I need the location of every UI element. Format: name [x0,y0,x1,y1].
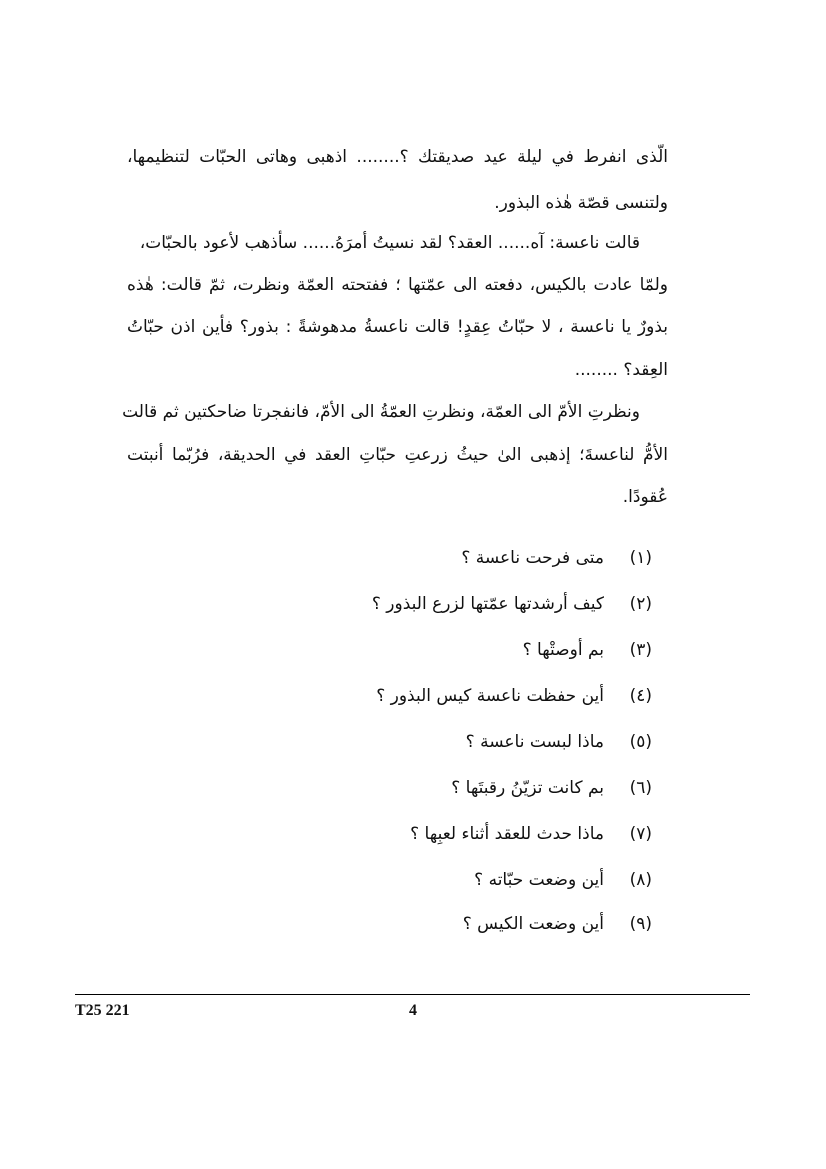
passage-line: قالت ناعسة: آه...... العقد؟ لقد نسيتُ أمرَهُ...... سأذهب لأعود بالحبّات، [139,233,640,253]
page-number: 4 [409,1002,417,1019]
question-item [300,868,652,892]
question-item [300,730,652,754]
question-text: أين وضعت الكيس ؟ [462,914,604,934]
question-text: أين حفظت ناعسة كيس البذور ؟ [376,686,604,706]
question-item [300,822,652,846]
passage-line: ونظرتِ الأمّ الى العمّة، ونظرتِ العمّةُ الى الأمّ، فانفجرتا ضاحكتين ثم قالت [122,402,640,422]
passage-line: الأمُّ لناعسةَ؛ إذهبى الىٰ حيثُ زرعتِ حبّاتِ العقد في الحديقة، فرُبّما أنبتت [127,445,668,465]
question-text: متى فرحت ناعسة ؟ [461,548,604,568]
question-item [300,912,652,936]
question-item [300,592,652,616]
question-text: كيف أرشدتها عمّتها لزرع البذور ؟ [371,594,604,614]
question-item [300,684,652,708]
question-text: أين وضعت حبّاته ؟ [474,870,604,890]
question-number: (٥) [629,732,652,752]
question-item [300,776,652,800]
question-number: (٩) [629,914,652,934]
question-number: (٦) [629,778,652,798]
passage-line: عُقودًا. [622,487,668,507]
question-text: بم أوصتْها ؟ [522,640,604,660]
question-number: (٨) [629,870,652,890]
passage-line: الّذى انفرط في ليلة عيد صديقتك ؟........ اذهبى وهاتى الحبّات لتنظيمها، [127,147,668,167]
question-text: ماذا لبست ناعسة ؟ [465,732,604,752]
question-number: (١) [629,548,652,568]
question-number: (٧) [629,824,652,844]
question-item [300,546,652,570]
question-text: ماذا حدث للعقد أثناء لعبِها ؟ [410,824,604,844]
question-number: (٢) [629,594,652,614]
question-text: بم كانت تزيّنُ رقبتَها ؟ [451,778,604,798]
passage-line: ولمّا عادت بالكيس، دفعته الى عمّتها ؛ ففتحته العمّة ونظرت، ثمّ قالت: هٰذه [127,275,668,295]
passage-line: ولتنسى قصّة هٰذه البذور. [494,193,668,213]
question-item [300,638,652,662]
question-number: (٣) [629,640,652,660]
passage-line: العِقد؟ ........ [574,360,668,380]
passage-line: بذورٌ يا ناعسة ، لا حبّاتُ عِقدٍ! قالت ناعسةُ مدهوشةً : بذور؟ فأين اذن حبّاتُ [127,317,668,337]
question-number: (٤) [629,686,652,706]
paper-code: T25 221 [75,1002,130,1019]
footer-divider [75,994,750,995]
